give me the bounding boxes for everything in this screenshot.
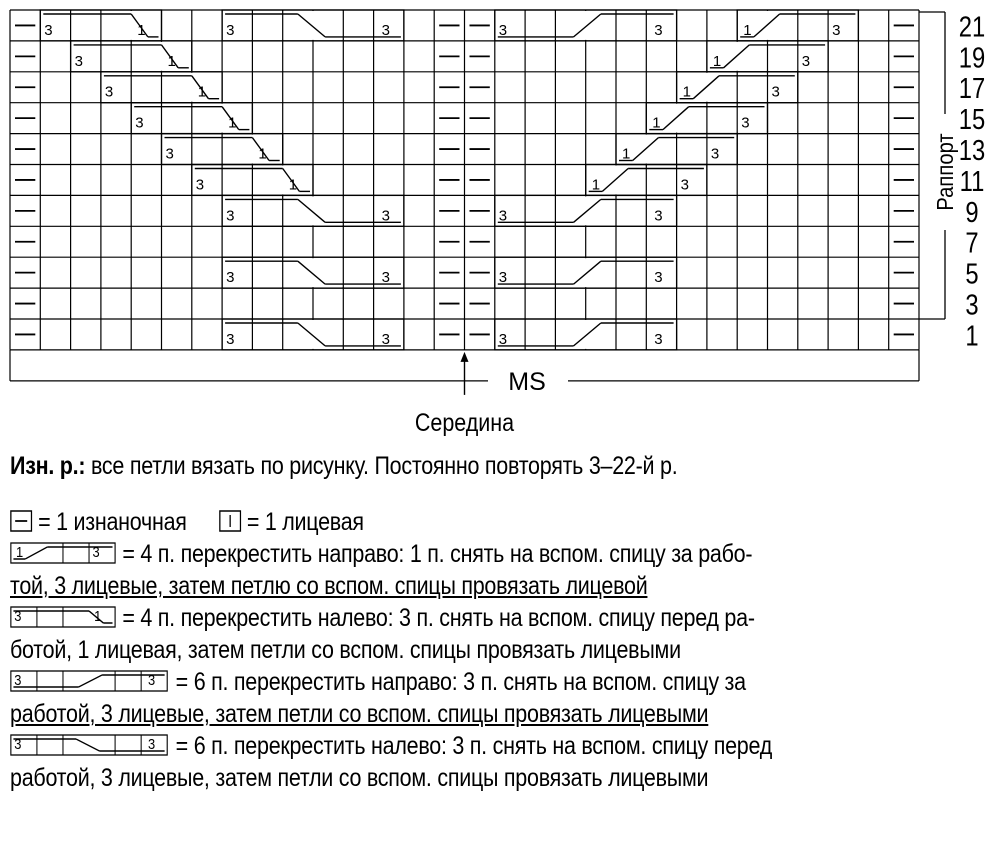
- cable-digit-3-left: 3: [498, 269, 508, 287]
- cable-digit-1: 1: [682, 83, 691, 101]
- cable-digit-3-right: 3: [381, 21, 390, 39]
- cable-r6: [495, 195, 677, 226]
- cable-digit-1: 1: [652, 114, 661, 132]
- center-label: Середина: [414, 408, 515, 437]
- cable-digit-3: 3: [165, 145, 174, 163]
- cable-digit-1: 1: [137, 21, 146, 39]
- legend-r4-line1: [10, 540, 752, 568]
- legend-r6-digit-3-right: 3: [148, 671, 155, 689]
- row-number: 21: [958, 10, 986, 44]
- cable-digit-1: 1: [288, 176, 298, 194]
- cable-digit-3-right: 3: [381, 269, 390, 287]
- legend-r4-digit-3: 3: [92, 543, 100, 561]
- cable-digit-3-right: 3: [654, 330, 663, 348]
- cable-l4: [40, 10, 161, 41]
- cable-digit-1: 1: [197, 83, 207, 101]
- cable-r6: [495, 319, 677, 350]
- legend-basic-stitches: [10, 508, 364, 536]
- cable-digit-3-left: 3: [498, 207, 508, 225]
- cable-r4: [586, 165, 707, 196]
- cable-digit-1: 1: [167, 52, 176, 70]
- cable-digit-3-left: 3: [226, 207, 235, 225]
- cable-digit-3: 3: [135, 114, 144, 132]
- wrong-side-label: Изн. р.:: [10, 452, 86, 480]
- legend-r6-line2: [10, 700, 708, 728]
- cable-digit-3-right: 3: [654, 21, 663, 39]
- row-number: 19: [958, 41, 986, 74]
- r6-legend-text-2: работой, 3 лицевые, затем петли со вспом. спицы провязать лицевыми: [10, 700, 709, 728]
- cable-l6: [222, 319, 404, 350]
- cable-digit-1: 1: [591, 176, 601, 194]
- legend-l4-line2: [10, 636, 681, 664]
- knit-symbol-icon: [219, 510, 241, 532]
- right-cross-4-symbol-icon: [10, 542, 117, 564]
- l4-legend-text-2: ботой, 1 лицевая, затем петли со вспом. спицы провязать лицевыми: [10, 636, 681, 664]
- legend-l4-line1: [10, 604, 755, 632]
- legend-l6-digit-3-right: 3: [148, 735, 155, 753]
- wrong-side-text: все петли вязать по рисунку. Постоянно повторять 3–22-й р.: [85, 452, 678, 480]
- cable-digit-3: 3: [741, 114, 750, 132]
- purl-legend-text: = 1 изнаночная: [32, 508, 187, 536]
- cable-digit-1: 1: [743, 21, 752, 39]
- cable-l4: [101, 72, 222, 103]
- cable-digit-1: 1: [258, 145, 267, 163]
- row-number: 5: [965, 257, 979, 291]
- cable-symbol-bg: [496, 258, 676, 287]
- cable-digit-3-right: 3: [381, 330, 390, 348]
- cable-symbol-bg: [223, 196, 403, 225]
- cable-digit-3: 3: [680, 176, 689, 194]
- left-cross-4-symbol-icon: [10, 606, 117, 628]
- cable-symbol-bg: [223, 320, 403, 349]
- cable-digit-3: 3: [832, 21, 841, 39]
- r6-legend-text-1: = 6 п. перекрестить направо: 3 п. снять на вспом. спицу за: [169, 668, 746, 696]
- legend-r6-line1: [10, 668, 746, 696]
- cable-digit-3: 3: [74, 52, 83, 70]
- legend-l4-digit-3: 3: [14, 607, 22, 625]
- cable-digit-3: 3: [44, 21, 53, 39]
- cable-digit-3-left: 3: [226, 330, 235, 348]
- cable-digit-3: 3: [801, 52, 811, 70]
- cable-l4: [71, 41, 192, 72]
- right-cross-6-symbol-icon: [10, 670, 170, 692]
- legend-r4-digit-1: 1: [16, 543, 23, 561]
- cable-r4: [616, 134, 737, 165]
- cable-l4: [192, 165, 313, 196]
- legend-wrong-side: [10, 452, 677, 480]
- cable-l4: [162, 134, 283, 165]
- cable-symbol-bg: [496, 196, 676, 225]
- cable-r6: [495, 257, 677, 288]
- cable-l6: [222, 10, 404, 41]
- repeat-label: Раппорт: [931, 133, 959, 211]
- cable-digit-3: 3: [104, 83, 114, 101]
- r4-legend-text-1: = 4 п. перекрестить направо: 1 п. снять на вспом. спицу за рабо-: [116, 540, 753, 568]
- cable-digit-3-left: 3: [498, 21, 508, 39]
- cable-l6: [222, 195, 404, 226]
- legend-r4-line2: [10, 572, 647, 600]
- l4-legend-text-1: = 4 п. перекрестить налево: 3 п. снять на вспом. спицу перед ра-: [116, 604, 755, 632]
- cable-digit-1: 1: [712, 52, 722, 70]
- legend-l6-line2: [10, 764, 708, 792]
- cable-r4: [646, 103, 767, 134]
- row-number: 17: [958, 72, 986, 105]
- cable-digit-3: 3: [771, 83, 780, 101]
- left-cross-6-symbol-icon: [10, 734, 170, 756]
- legend-l4-digit-1: 1: [94, 607, 102, 625]
- cable-symbol-bg: [496, 320, 676, 349]
- legend-l6-digit-3-left: 3: [14, 735, 22, 753]
- cable-digit-3-left: 3: [226, 21, 235, 39]
- ms-label: MS: [508, 367, 546, 396]
- l6-legend-text-2: работой, 3 лицевые, затем петли со вспом. спицы провязать лицевыми: [10, 764, 709, 792]
- cable-digit-3: 3: [195, 176, 205, 194]
- legend-l6-line1: [10, 732, 772, 760]
- cable-digit-3-right: 3: [654, 207, 663, 225]
- row-number: 11: [959, 164, 985, 198]
- cable-digit-3-right: 3: [381, 207, 390, 225]
- cable-digit-1: 1: [622, 145, 631, 163]
- cable-r6: [495, 10, 677, 41]
- cable-l4: [131, 103, 252, 134]
- purl-symbol-icon: [10, 510, 32, 532]
- cable-l6: [222, 257, 404, 288]
- cable-r4: [707, 41, 828, 72]
- row-number: 7: [965, 226, 979, 260]
- cable-digit-3-right: 3: [654, 269, 663, 287]
- cable-symbol-bg: [496, 11, 676, 40]
- cable-symbol-bg: [223, 258, 403, 287]
- cable-digit-1: 1: [228, 114, 237, 132]
- r4-legend-text-2: той, 3 лицевые, затем петлю со вспом. спицы провязать лицевой: [10, 572, 648, 600]
- legend-r6-digit-3-left: 3: [14, 671, 22, 689]
- row-number: 1: [965, 319, 979, 353]
- row-number: 3: [965, 288, 979, 322]
- cable-digit-3-left: 3: [498, 330, 508, 348]
- row-number: 9: [965, 195, 979, 229]
- cable-digit-3: 3: [710, 145, 720, 163]
- cable-symbol-bg: [223, 11, 403, 40]
- center-arrow-head: [461, 352, 469, 362]
- cable-r4: [737, 10, 858, 41]
- cable-r4: [677, 72, 798, 103]
- row-number: 15: [958, 102, 986, 136]
- l6-legend-text-1: = 6 п. перекрестить налево: 3 п. снять на вспом. спицу перед: [169, 732, 773, 760]
- cable-digit-3-left: 3: [226, 269, 235, 287]
- knit-legend-text: = 1 лицевая: [241, 508, 364, 536]
- row-number: 13: [958, 133, 986, 167]
